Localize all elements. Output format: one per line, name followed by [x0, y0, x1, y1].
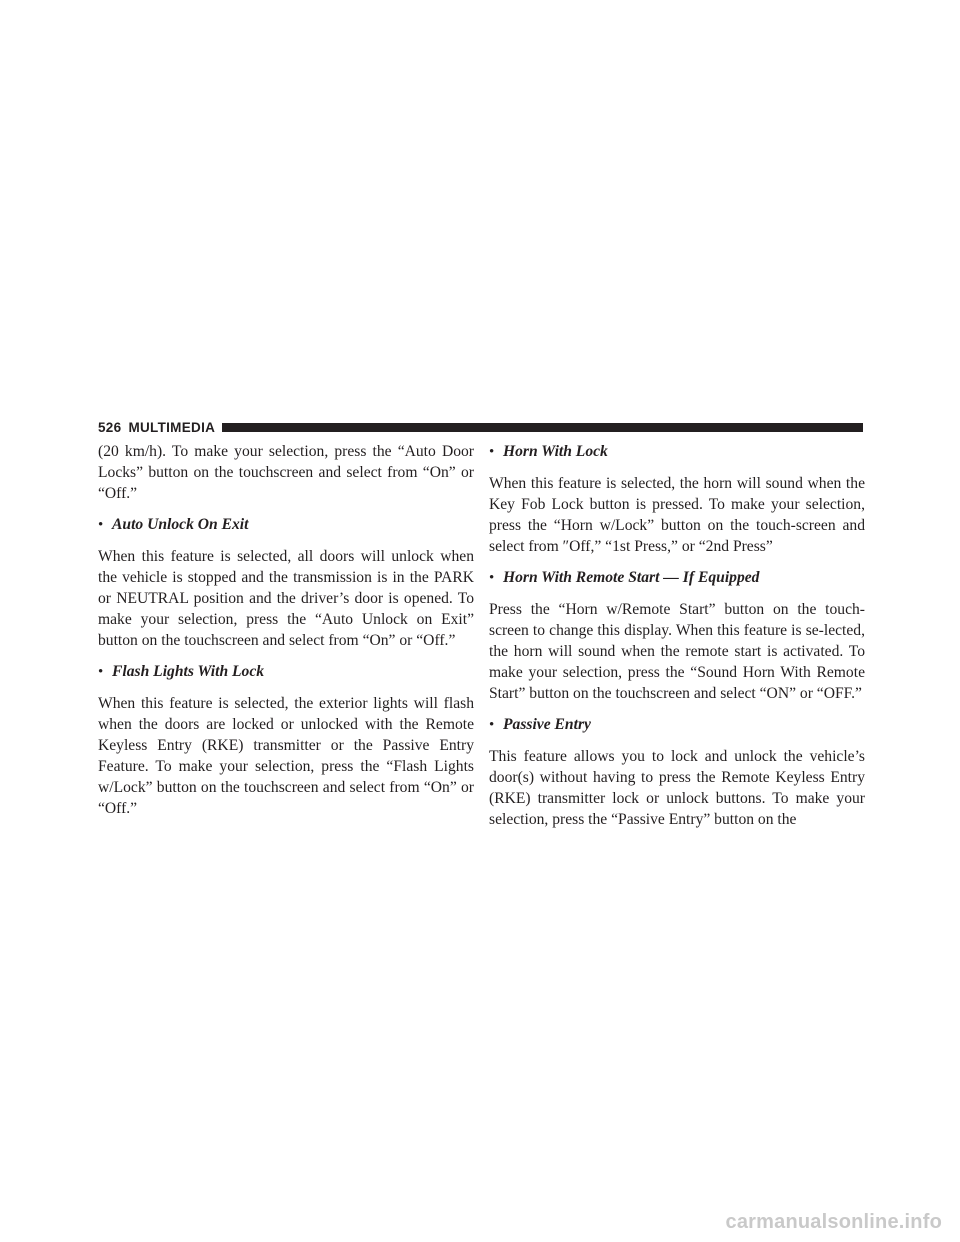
paragraph: When this feature is selected, the exterior lights will flash when the doors are locked or unlocked with the Remote Keyless Entry (RKE) transmitter or the Passive Entry Feature. To make your selection, press the “Flash Lights w/Lock” button on the touchscreen and select from “On” or “Off.” [98, 695, 474, 817]
right-column [489, 441, 865, 840]
bullet-heading-text: Horn With Lock [503, 443, 608, 460]
bullet-heading-auto-unlock [98, 514, 474, 536]
bullet-heading-flash-lights [98, 661, 474, 683]
paragraph: Press the “Horn w/Remote Start” button on the touch-screen to change this display. When this feature is se-lected, the horn will sound when the remote start is activated. To make your selection, press the “Sound Horn With Remote Start” button on the touchscreen and select “ON” or “OFF.” [489, 601, 865, 702]
paragraph: When this feature is selected, the horn will sound when the Key Fob Lock button is pressed. To make your selection, press the “Horn w/Lock” button on the touch-screen and select from ″Off,” “1st Press,” or “2nd Press” [489, 475, 865, 555]
bullet-heading-horn-remote-start [489, 567, 865, 589]
page-header [98, 419, 863, 435]
bullet-heading-text: Auto Unlock On Exit [112, 516, 249, 533]
bullet-icon: • [489, 570, 495, 586]
bullet-heading-text: Horn With Remote Start — If Equipped [503, 569, 760, 586]
bullet-heading-text: Flash Lights With Lock [112, 663, 265, 680]
paragraph: This feature allows you to lock and unlock the vehicle’s door(s) without having to press the Remote Keyless Entry (RKE) transmitter lock or unlock buttons. To make your selection, press the “Passive Entry” button on the [489, 748, 865, 828]
bullet-icon: • [489, 717, 495, 733]
left-column [98, 441, 474, 829]
paragraph: (20 km/h). To make your selection, press the “Auto Door Locks” button on the touchscreen and select from “On” or “Off.” [98, 443, 474, 502]
page-number: 526 [98, 419, 122, 435]
header-rule [222, 423, 863, 432]
bullet-icon: • [98, 664, 104, 680]
bullet-heading-passive-entry [489, 714, 865, 736]
bullet-heading-text: Passive Entry [503, 716, 591, 733]
bullet-icon: • [489, 444, 495, 460]
section-title: MULTIMEDIA [128, 419, 216, 435]
watermark: carmanualsonline.info [725, 1211, 942, 1233]
bullet-heading-horn-lock [489, 441, 865, 463]
bullet-icon: • [98, 517, 104, 533]
paragraph: When this feature is selected, all doors will unlock when the vehicle is stopped and the transmission is in the PARK or NEUTRAL position and the driver’s door is opened. To make your selection, press the “Auto Unlock on Exit” button on the touchscreen and select from “On” or “Off.” [98, 548, 474, 649]
